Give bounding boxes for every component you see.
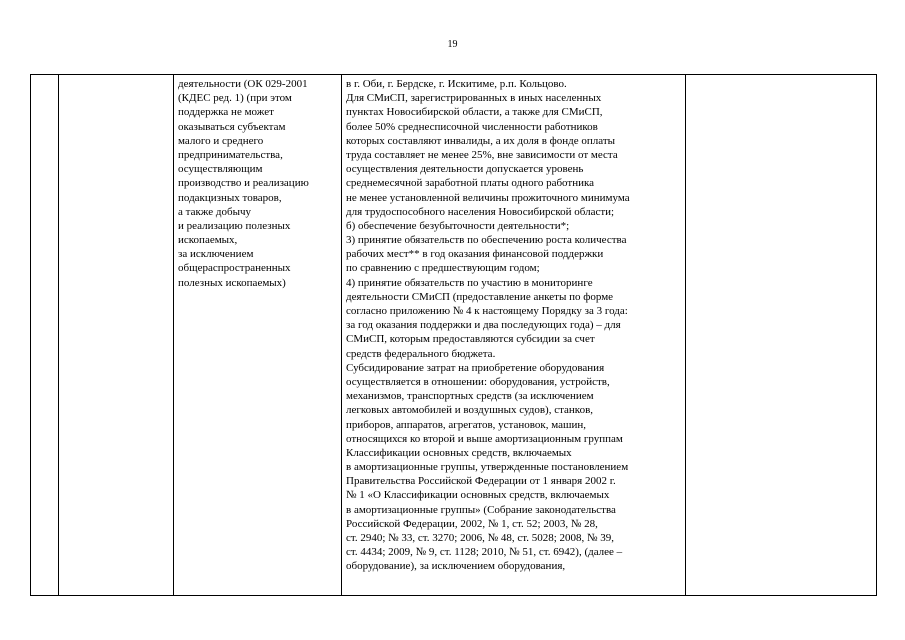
text-line: труда составляет не менее 25%, вне зависимости от места [346,148,618,161]
text-line: б) обеспечение безубыточности деятельности*; [346,219,570,232]
text-line: малого и среднего [178,134,264,147]
page-number: 19 [447,39,458,50]
text-line: рабочих мест** в год оказания финансовой поддержки [346,248,604,261]
cell-col-5 [686,75,877,596]
text-line: более 50% среднесписочной численности работников [346,120,598,133]
text-line: деятельности (ОК 029-2001 [178,78,308,90]
text-line: производство и реализацию [178,177,309,190]
text-line: ст. 2940; № 33, ст. 3270; 2006, № 48, ст. 5028; 2008, № 39, [346,532,614,544]
text-line: за год оказания поддержки и два последующих года) – для [346,319,621,332]
text-line: а также добычу [178,205,252,218]
text-line: по сравнению с предшествующим годом; [346,262,540,275]
text-line: 3) принятие обязательств по обеспечению роста количества [346,234,627,247]
text-line: осуществления деятельности допускается уровень [346,163,584,176]
cell-col-3 [174,75,342,596]
text-line: оборудование), за исключением оборудования, [346,560,566,573]
table-row [31,75,877,596]
col4-text [342,75,685,574]
text-line: 4) принятие обязательств по участию в мониторинге [346,276,593,289]
text-line: поддержка не может [178,106,274,119]
cell-col-1 [31,75,59,596]
text-line: в г. Оби, г. Бердске, г. Искитиме, р.п. Кольцово. [346,78,567,90]
text-line: осуществляющим [178,163,263,176]
text-line: общераспространенных [178,262,291,275]
text-line: Классификации основных средств, включаемых [346,446,572,459]
text-line: Правительства Российской Федерации от 1 января 2002 г. [346,475,616,488]
text-line: Российской Федерации, 2002, № 1, ст. 52; 2003, № 28, [346,517,598,530]
text-line: деятельности СМиСП (предоставление анкеты по форме [346,290,614,303]
text-line: приборов, аппаратов, агрегатов, установок, машин, [346,418,586,431]
text-line: которых составляют инвалиды, а их доля в фонде оплаты [346,134,616,147]
text-line: оказываться субъектам [178,120,286,133]
text-line: и реализацию полезных [178,219,291,232]
text-line: подакцизных товаров, [178,191,282,204]
text-line: в амортизационные группы» (Собрание законодательства [346,503,616,516]
text-line: Для СМиСП, зарегистрированных в иных населенных [346,92,602,105]
text-line: относящихся ко второй и выше амортизационным группам [346,432,623,445]
text-line: № 1 «О Классификации основных средств, включаемых [346,489,610,502]
text-line: за исключением [178,248,254,261]
text-line: предпринимательства, [178,148,283,161]
text-line: для трудоспособного населения Новосибирской области; [346,205,615,218]
cell-col-2 [59,75,174,596]
text-line: в амортизационные группы, утвержденные постановлением [346,461,629,474]
text-line: ископаемых, [178,234,238,247]
text-line: СМиСП, которым предоставляются субсидии за счет [346,333,595,346]
text-line: (КДЕС ред. 1) (при этом [178,92,292,105]
text-line: среднемесячной заработной платы одного работника [346,177,595,190]
col3-text [174,75,341,290]
text-line: легковых автомобилей и воздушных судов), станков, [346,404,594,417]
text-line: механизмов, транспортных средств (за исключением [346,390,594,403]
content-table [30,74,877,596]
text-line: Субсидирование затрат на приобретение оборудования [346,361,605,374]
cell-col-4 [342,75,686,596]
text-line: полезных ископаемых) [178,276,286,289]
text-line: не менее установленной величины прожиточного минимума [346,191,630,204]
text-line: средств федерального бюджета. [346,347,496,360]
text-line: ст. 4434; 2009, № 9, ст. 1128; 2010, № 51, ст. 6942), (далее – [346,546,623,559]
text-line: согласно приложению № 4 к настоящему Порядку за 3 года: [346,305,628,317]
text-line: осуществляется в отношении: оборудования, устройств, [346,375,610,388]
text-line: пунктах Новосибирской области, а также для СМиСП, [346,106,603,119]
